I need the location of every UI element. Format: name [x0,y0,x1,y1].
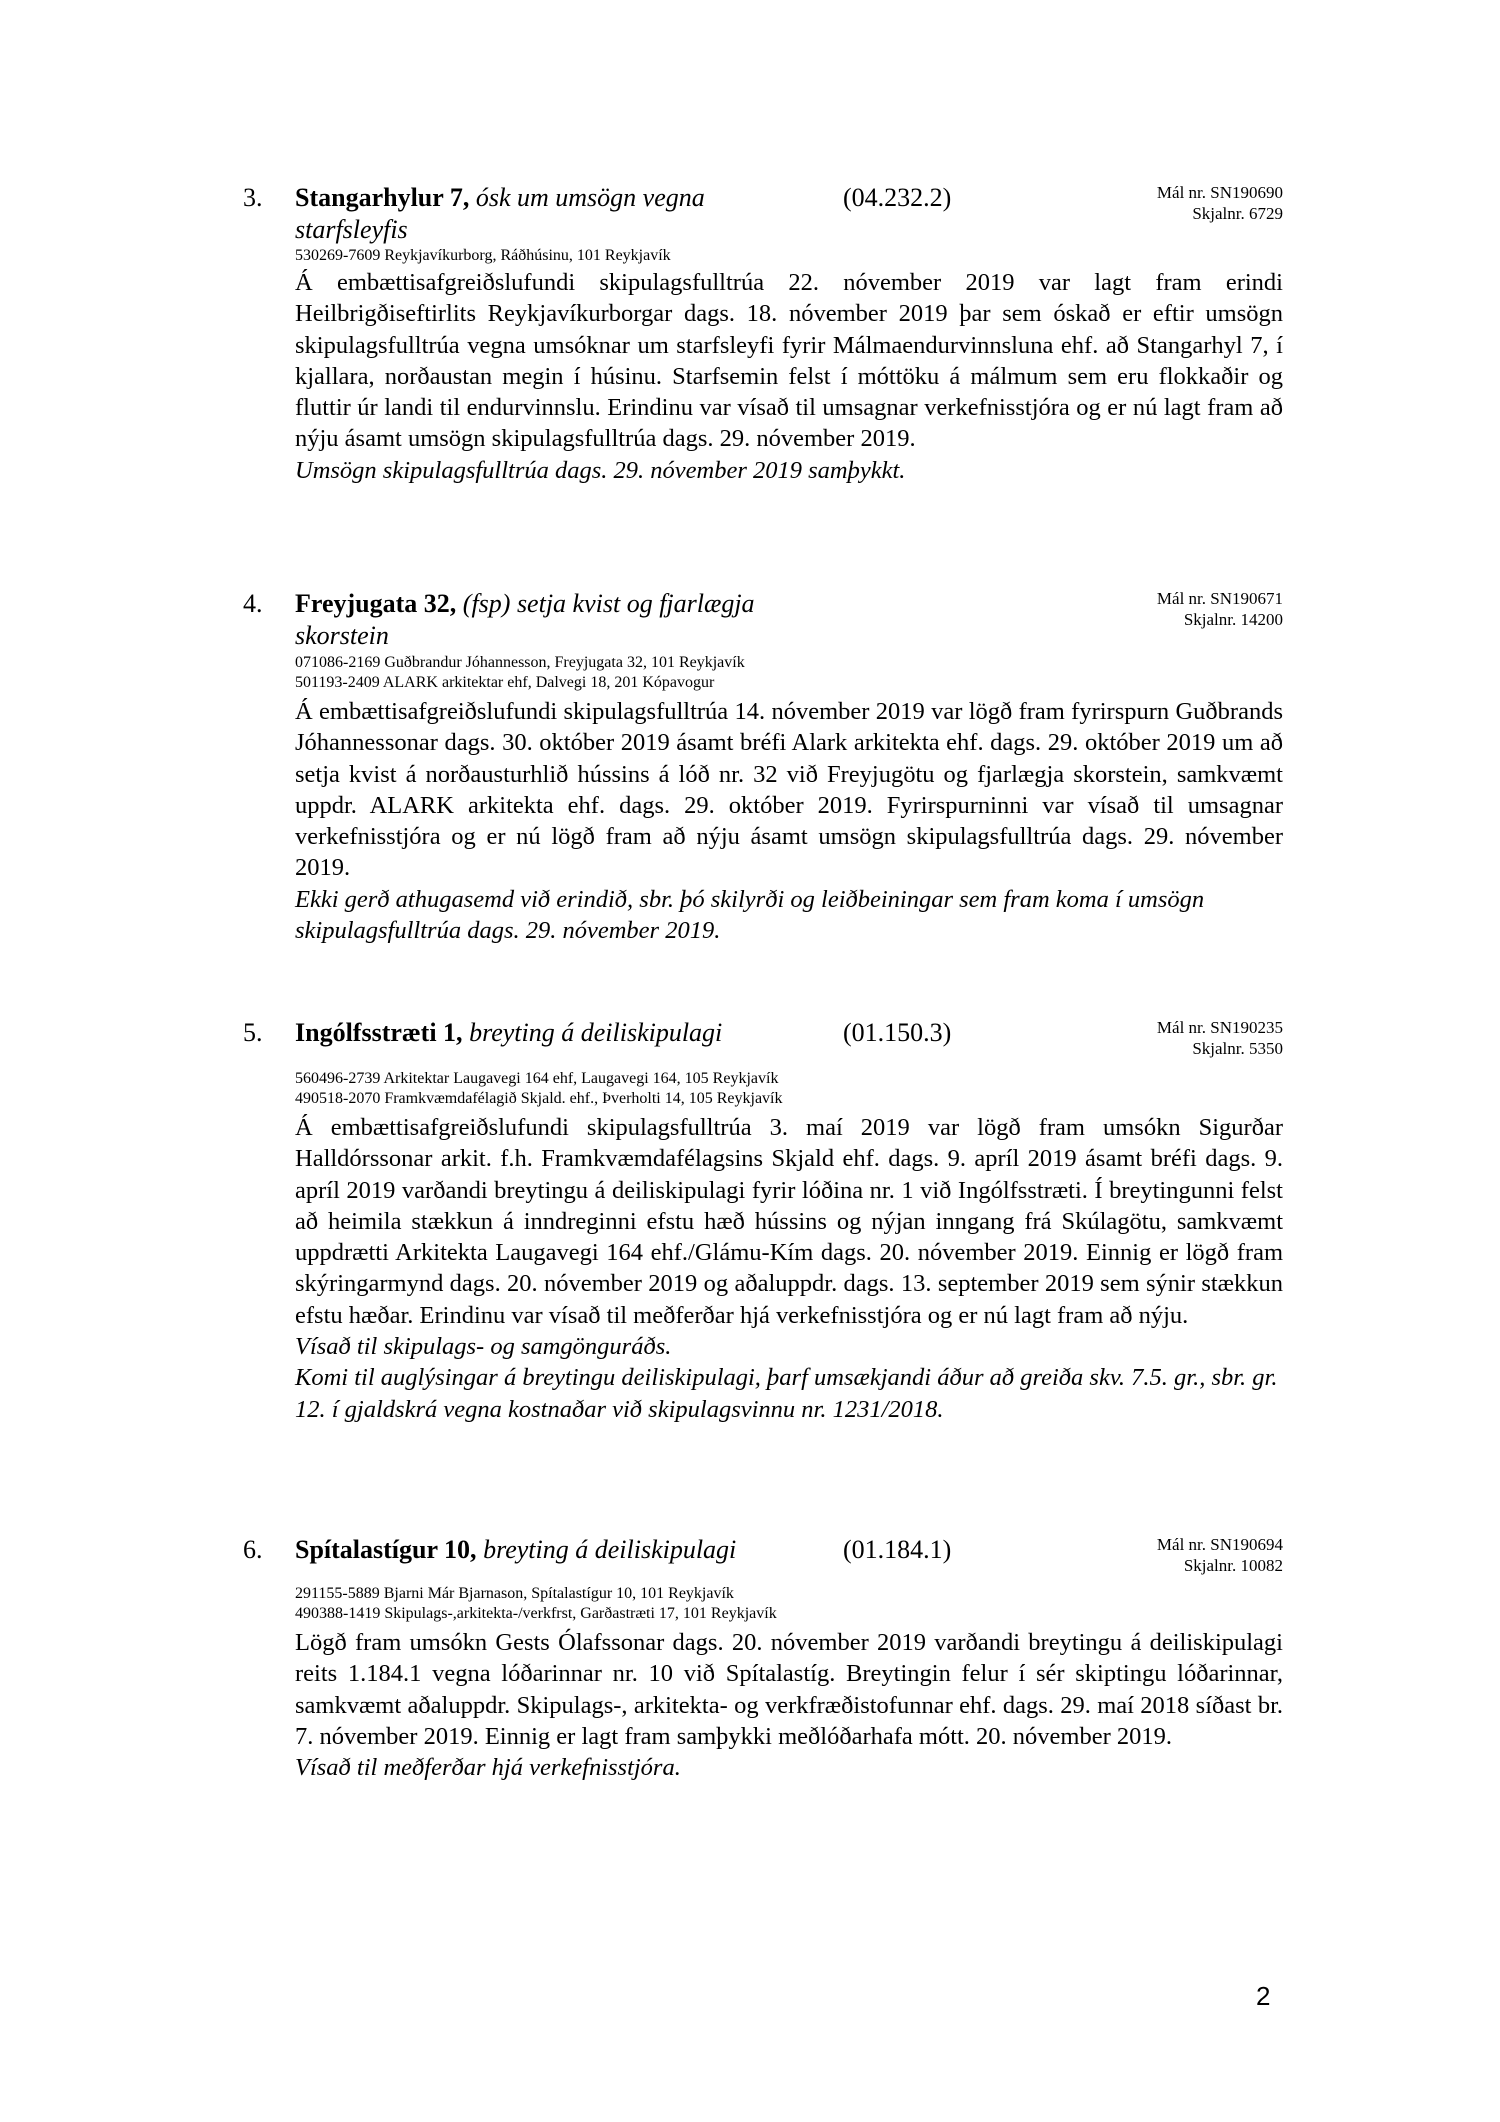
item-parties [295,653,745,693]
item-description: Á embættisafgreiðslufundi skipulagsfulltrúa 22. nóvember 2019 var lagt fram erindi Heilbrigðiseftirlits Reykjavíkurborgar dags. 18. nóvember 2019 þar sem óskað er eftir umsögn skipulagsfulltrúa vegna umsóknar um starfsleyfi fyrir Málmaendurvinnsluna ehf. að Stangarhyl 7, í kjallara, norðaustan megin í húsinu. Starfsemin felst í móttöku á málmum sem eru flokkaðir og fluttir úr landi til endurvinnslu. Erindinu var vísað til umsagnar verkefnisstjóra og er nú lagt fram að nýju ásamt umsögn skipulagsfulltrúa dags. 29. nóvember 2019. [295,269,1283,453]
item-title [295,1017,815,1049]
item-name: Freyjugata 32, [295,589,457,618]
party-line: 560496-2739 Arkitektar Laugavegi 164 ehf, Laugavegi 164, 105 Reykjavík [295,1070,779,1087]
item-number: 3. [243,183,263,212]
item-parties [295,1584,777,1624]
item-body [295,1627,1283,1783]
item-decision: Vísað til skipulags- og samgönguráðs. [295,1333,672,1361]
item-body [295,696,1283,946]
page-number: 2 [1256,1981,1271,2011]
item-name: Ingólfsstræti 1, [295,1018,463,1047]
item-subject: ósk um umsögn vegna starfsleyfis [295,183,705,244]
case-number: Mál nr. SN190235 [1156,1018,1283,1037]
item-body [295,267,1283,486]
item-number: 5. [243,1018,263,1047]
item-subject: (fsp) setja kvist og fjarlægja skorstein [295,589,755,650]
item-description: Á embættisafgreiðslufundi skipulagsfulltrúa 3. maí 2019 var lögð fram umsókn Sigurðar Halldórssonar arkit. f.h. Framkvæmdafélagsins Skjald ehf. dags. 9. apríl 2019 ásamt bréfi dags. 9. apríl 2019 varðandi breytingu á deiliskipulagi fyrir lóðina nr. 1 við Ingólfsstræti. Í breytingunni felst að heimila stækkun á inndreginni efstu hæð hússins og nýjan inngang frá Skúlagötu, samkvæmt uppdrætti Arkitekta Laugavegi 164 ehf./Glámu-Kím dags. 20. nóvember 2019. Einnig er lögð fram skýringarmynd dags. 20. nóvember 2019 og aðaluppdr. dags. 13. september 2019 sem sýnir stækkun efstu hæðar. Erindinu var vísað til meðferðar hjá verkefnisstjóra og er nú lagt fram að nýju. [295,1114,1283,1329]
item-decision: Komi til auglýsingar á breytingu deiliskipulagi, þarf umsækjandi áður að greiða skv. 7.5. gr., sbr. gr. 12. í gjaldskrá vegna kostnaðar við skipulagsvinnu nr. 1231/2018. [295,1364,1278,1423]
agenda-item-4 [243,588,1283,958]
item-parties [295,246,671,266]
party-line: 071086-2169 Guðbrandur Jóhannesson, Freyjugata 32, 101 Reykjavík [295,654,745,671]
item-decision: Ekki gerð athugasemd við erindið, sbr. þó skilyrði og leiðbeiningar sem fram koma í umsögn skipulagsfulltrúa dags. 29. nóvember 2019. [295,885,1205,945]
item-description: Á embættisafgreiðslufundi skipulagsfulltrúa 14. nóvember 2019 var lögð fram fyrirspurn Guðbrands Jóhannessonar dags. 30. október 2019 ásamt bréfi Alark arkitekta ehf. dags. 29. október 2019 um að setja kvist á norðausturhlið hússins á lóð nr. 32 við Freyjugötu og fjarlægja skorstein, samkvæmt uppdr. ALARK arkitekta ehf. dags. 29. október 2019. Fyrirspurninni var vísað til umsagnar verkefnisstjóra og er nú lögð fram að nýju ásamt umsögn skipulagsfulltrúa dags. 29. nóvember 2019. [295,698,1283,882]
item-body [295,1112,1283,1425]
item-code: (04.232.2) [843,183,952,212]
item-code: (01.184.1) [843,1535,952,1564]
agenda-item-6 [243,1534,1283,1834]
item-number: 4. [243,589,263,618]
item-title [295,588,815,652]
agenda-item-5 [243,1017,1283,1487]
document-number: Skjalnr. 6729 [1192,204,1283,223]
item-name: Spítalastígur 10, [295,1535,477,1564]
item-title [295,182,815,246]
item-subject: breyting á deiliskipulagi [483,1535,737,1564]
item-description: Lögð fram umsókn Gests Ólafssonar dags. 20. nóvember 2019 varðandi breytingu á deiliskipulagi reits 1.184.1 vegna lóðarinnar nr. 10 við Spítalastíg. Breytingin felur í sér skiptingu lóðarinnar, samkvæmt aðaluppdr. Skipulags-, arkitekta- og verkfræðistofunnar ehf. dags. 29. maí 2018 síðast br. 7. nóvember 2019. Einnig er lagt fram samþykki meðlóðarhafa mótt. 20. nóvember 2019. [295,1629,1283,1750]
agenda-item-3 [243,182,1283,532]
item-decision: Vísað til meðferðar hjá verkefnisstjóra. [295,1754,681,1782]
item-title [295,1534,815,1566]
item-parties [295,1069,783,1109]
item-code: (01.150.3) [843,1018,952,1047]
item-name: Stangarhylur 7, [295,183,470,212]
party-line: 490518-2070 Framkvæmdafélagið Skjald. ehf., Þverholti 14, 105 Reykjavík [295,1090,783,1107]
party-line: 291155-5889 Bjarni Már Bjarnason, Spítalastígur 10, 101 Reykjavík [295,1585,734,1602]
item-references [1157,588,1283,630]
item-subject: breyting á deiliskipulagi [469,1018,723,1047]
item-number: 6. [243,1535,263,1564]
case-number: Mál nr. SN190671 [1156,589,1283,608]
party-line: 490388-1419 Skipulags-,arkitekta-/verkfrst, Garðastræti 17, 101 Reykjavík [295,1605,777,1622]
party-line: 501193-2409 ALARK arkitektar ehf, Dalvegi 18, 201 Kópavogur [295,674,715,691]
party-line: 530269-7609 Reykjavíkurborg, Ráðhúsinu, 101 Reykjavík [295,247,671,264]
item-references [1157,1534,1283,1576]
document-number: Skjalnr. 5350 [1192,1039,1283,1058]
item-references [1157,1017,1283,1059]
document-number: Skjalnr. 14200 [1183,610,1283,629]
item-references [1157,182,1283,224]
item-decision: Umsögn skipulagsfulltrúa dags. 29. nóvember 2019 samþykkt. [295,456,906,484]
case-number: Mál nr. SN190690 [1156,183,1283,202]
document-number: Skjalnr. 10082 [1183,1556,1283,1575]
case-number: Mál nr. SN190694 [1156,1535,1283,1554]
